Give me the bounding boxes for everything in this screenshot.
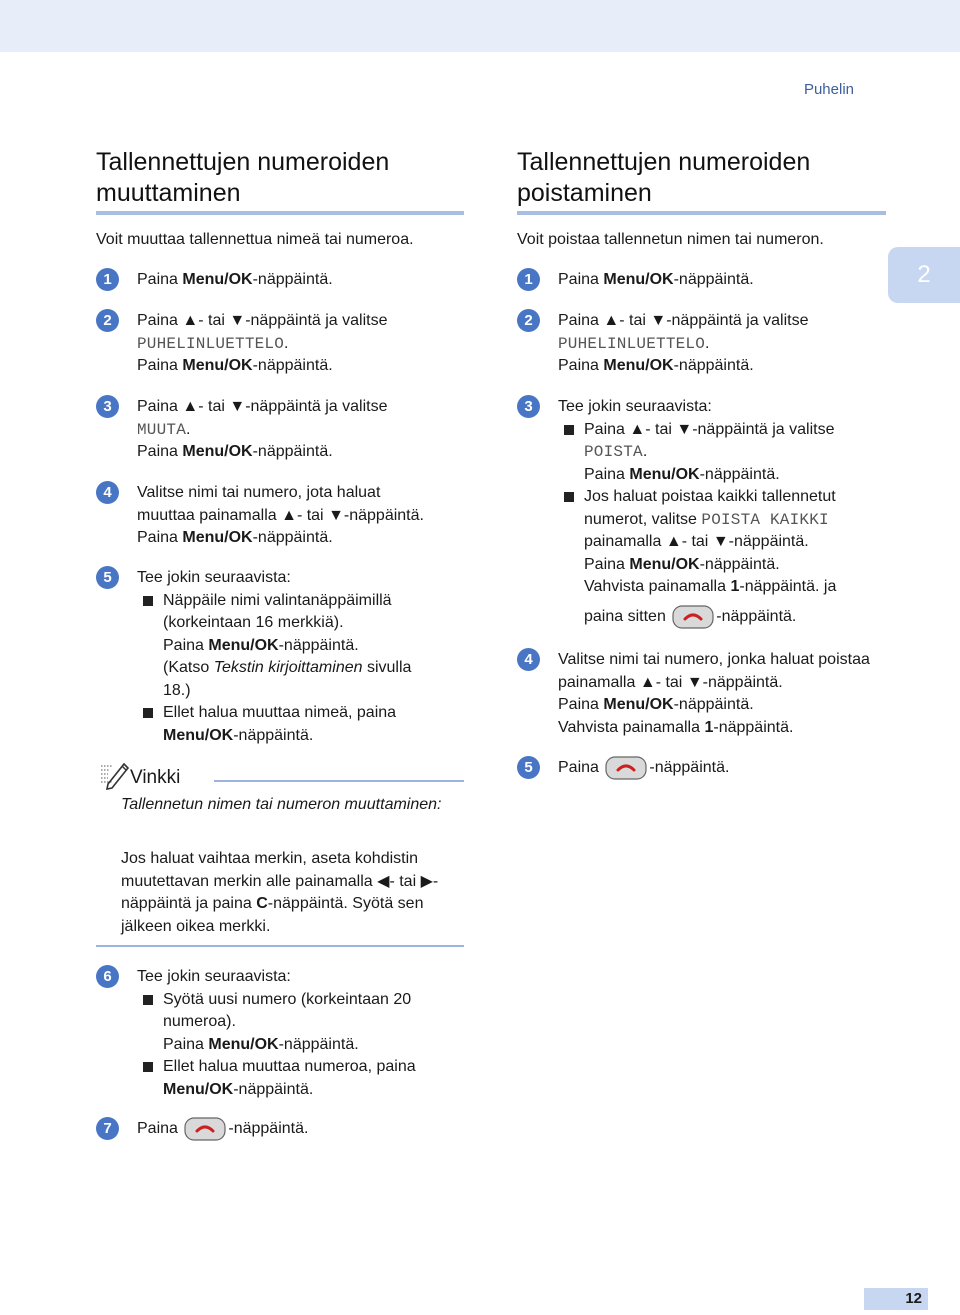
page-number: 12 xyxy=(864,1288,928,1310)
tip-body xyxy=(121,848,466,938)
step-text: painamalla xyxy=(584,533,662,550)
step-text: - tai xyxy=(198,398,225,415)
up-arrow-icon: ▲ xyxy=(665,533,682,550)
step-text: -näppäintä. xyxy=(699,465,780,483)
menu-option: PUHELINLUETTELO xyxy=(137,334,285,353)
step-text: -näppäintä. xyxy=(343,506,424,524)
step-text: -näppäintä. xyxy=(713,718,794,736)
bullet-text: Ellet halua muuttaa numeroa, paina xyxy=(163,1058,416,1075)
step-text: - tai xyxy=(619,312,646,329)
step-text: - tai xyxy=(645,420,672,438)
step-text: -näppäintä. xyxy=(278,636,359,654)
step-text: Tee jokin seuraavista: xyxy=(558,398,712,415)
bullet-item xyxy=(558,486,888,629)
tip-text: -näppäintä. Syötä sen jälkeen oikea merkki. xyxy=(121,895,424,935)
step-text: -näppäintä. xyxy=(252,271,333,288)
step-text: Paina xyxy=(584,465,625,483)
step-text: - tai xyxy=(681,533,709,550)
step-text: -näppäintä. xyxy=(673,696,754,713)
step-number: 5 xyxy=(517,756,540,779)
down-arrow-icon: ▼ xyxy=(686,673,703,691)
step-text: Paina xyxy=(558,759,599,777)
key-label: Menu/OK xyxy=(629,555,700,573)
bullet-text: Näppäile nimi valintanäppäimillä (korkeintaan 16 merkkiä). xyxy=(163,591,392,631)
step-text: Paina xyxy=(558,312,599,329)
bullet-item xyxy=(137,989,467,1057)
step-text: Paina xyxy=(558,271,599,288)
up-arrow-icon: ▲ xyxy=(639,673,656,691)
step-text: Paina xyxy=(584,420,625,438)
key-label: Menu/OK xyxy=(182,357,253,374)
left-arrow-icon: ◀ xyxy=(377,872,390,890)
down-arrow-icon: ▼ xyxy=(229,312,246,329)
key-label: Menu/OK xyxy=(182,271,253,288)
step-number: 4 xyxy=(96,481,119,504)
step-text: -näppäintä ja valitse xyxy=(692,420,835,438)
step-number: 3 xyxy=(517,395,540,418)
up-arrow-icon: ▲ xyxy=(182,312,199,329)
step-text: Paina xyxy=(163,636,204,654)
step-number: 4 xyxy=(517,648,540,671)
menu-option: POISTA KAIKKI xyxy=(701,510,829,529)
tip-bottom-rule xyxy=(96,945,464,947)
down-arrow-icon: ▼ xyxy=(650,312,667,329)
step-text: Paina xyxy=(137,1120,178,1138)
step-text: Paina xyxy=(137,443,178,460)
top-band xyxy=(0,0,960,52)
key-label: Menu/OK xyxy=(603,696,674,713)
key-label: Menu/OK xyxy=(163,726,234,744)
step-number: 3 xyxy=(96,395,119,418)
key-label: Menu/OK xyxy=(208,1035,279,1053)
step-text: -näppäintä. xyxy=(673,357,754,374)
key-label: 1 xyxy=(704,718,714,736)
step-number: 1 xyxy=(517,268,540,291)
step-text: Paina xyxy=(137,312,178,329)
step-number: 7 xyxy=(96,1117,119,1140)
step-text: Paina xyxy=(584,555,625,573)
step-text: -näppäintä ja valitse xyxy=(666,312,809,329)
bullet-text: Ellet halua muuttaa nimeä, paina xyxy=(163,704,397,721)
step-text: -näppäintä. xyxy=(649,759,730,777)
bullet-item xyxy=(137,590,447,703)
key-label: 1 xyxy=(730,578,740,595)
step-text: -näppäintä. xyxy=(252,357,333,374)
step-text: -näppäintä. xyxy=(739,578,820,595)
key-label: Menu/OK xyxy=(182,443,253,460)
left-section-title: Tallennettujen numeroiden muuttaminen xyxy=(96,148,390,207)
step-text: Vahvista painamalla xyxy=(584,578,727,595)
tip-text: - tai xyxy=(389,872,417,890)
step-text: Vahvista painamalla xyxy=(558,718,701,736)
key-label: Menu/OK xyxy=(603,357,674,374)
step-text: paina sitten xyxy=(584,607,666,625)
section-header: Puhelin xyxy=(803,81,854,98)
step-number: 6 xyxy=(96,965,119,988)
up-arrow-icon: ▲ xyxy=(281,506,297,524)
key-label: C xyxy=(256,895,268,912)
key-label: Menu/OK xyxy=(163,1080,234,1098)
step-text: - tai xyxy=(296,506,324,524)
step-text: Paina xyxy=(137,357,178,374)
up-arrow-icon: ▲ xyxy=(603,312,620,329)
key-label: Menu/OK xyxy=(182,529,253,546)
step-number: 2 xyxy=(96,309,119,332)
stop-key-icon xyxy=(672,605,714,629)
left-intro: Voit muuttaa tallennettua nimeä tai numeroa. xyxy=(96,231,414,248)
period: . xyxy=(705,334,710,352)
menu-option: POISTA xyxy=(584,443,643,461)
key-label: Menu/OK xyxy=(208,636,279,654)
key-label: Menu/OK xyxy=(629,465,700,483)
step-text: Paina xyxy=(137,398,178,415)
bullet-item xyxy=(137,702,447,747)
period: . xyxy=(284,334,289,352)
step-text: Paina xyxy=(163,1035,204,1053)
period: . xyxy=(186,420,191,438)
tip-label: Vinkki xyxy=(130,767,181,788)
down-arrow-icon: ▼ xyxy=(328,506,344,524)
step-text: -näppäintä. xyxy=(716,607,797,625)
menu-option: MUUTA xyxy=(137,420,187,439)
step-text: -näppäintä. xyxy=(233,726,314,744)
step-number: 2 xyxy=(517,309,540,332)
step-text: Tee jokin seuraavista: xyxy=(137,968,291,985)
step-text: -näppäintä ja valitse xyxy=(245,398,388,415)
right-intro: Voit poistaa tallennetun nimen tai numeron. xyxy=(517,231,824,248)
right-title-rule xyxy=(517,211,886,215)
tip-text: Jos haluat vaihtaa merkin, aseta kohdistin muutettavan merkin alle painamalla xyxy=(121,850,419,890)
step-text: Tee jokin seuraavista: xyxy=(137,569,291,586)
up-arrow-icon: ▲ xyxy=(182,398,199,415)
bullet-text: Jos haluat poistaa kaikki tallennetut numerot, valitse xyxy=(584,488,836,528)
step-text: Paina xyxy=(137,529,178,546)
step-text: Valitse nimi tai numero, jota haluat muuttaa painamalla xyxy=(137,484,381,524)
menu-option: PUHELINLUETTELO xyxy=(558,334,706,353)
step-text: ja xyxy=(823,578,837,595)
ref-link[interactable]: Tekstin kirjoittaminen xyxy=(213,659,363,676)
down-arrow-icon: ▼ xyxy=(712,533,729,550)
right-section-title: Tallennettujen numeroiden poistaminen xyxy=(517,148,811,207)
bullet-text: Syötä uusi numero (korkeintaan 20 numeroa). xyxy=(163,990,412,1030)
step-text: -näppäintä. xyxy=(702,673,783,691)
step-number: 1 xyxy=(96,268,119,291)
chapter-tab: 2 xyxy=(888,247,960,303)
tip-text: -näppäintä ja paina xyxy=(121,872,439,912)
step-text: -näppäintä. xyxy=(728,533,809,550)
step-text: -näppäintä. xyxy=(252,529,333,546)
step-text: - tai xyxy=(655,673,683,691)
step-number: 5 xyxy=(96,566,119,589)
stop-key-icon xyxy=(184,1117,226,1141)
down-arrow-icon: ▼ xyxy=(676,420,693,438)
step-text: Paina xyxy=(558,696,599,713)
ref-text: (Katso xyxy=(163,659,210,676)
period: . xyxy=(642,443,648,460)
up-arrow-icon: ▲ xyxy=(629,420,646,438)
ref-text: sivulla 18.) xyxy=(163,659,412,699)
pencil-note-icon xyxy=(98,760,130,790)
bullet-item xyxy=(558,419,888,487)
step-text: Paina xyxy=(137,271,178,288)
bullet-item xyxy=(137,1056,467,1101)
step-text: -näppäintä. xyxy=(699,555,780,573)
right-arrow-icon: ▶ xyxy=(420,872,433,890)
step-text: -näppäintä. xyxy=(252,443,333,460)
step-text: -näppäintä. xyxy=(673,271,754,288)
step-text: -näppäintä. xyxy=(233,1080,314,1098)
step-text: Paina xyxy=(558,357,599,374)
tip-subtitle: Tallennetun nimen tai numeron muuttaminen: xyxy=(121,796,442,813)
down-arrow-icon: ▼ xyxy=(229,398,246,415)
step-text: Valitse nimi tai numero, jonka haluat poistaa painamalla xyxy=(558,651,870,691)
step-text: -näppäintä ja valitse xyxy=(245,312,388,329)
left-title-rule xyxy=(96,211,464,215)
step-text: -näppäintä. xyxy=(228,1120,309,1138)
tip-header-rule xyxy=(214,780,464,782)
step-text: -näppäintä. xyxy=(278,1035,359,1053)
step-text: - tai xyxy=(198,312,225,329)
key-label: Menu/OK xyxy=(603,271,674,288)
stop-key-icon xyxy=(605,756,647,780)
